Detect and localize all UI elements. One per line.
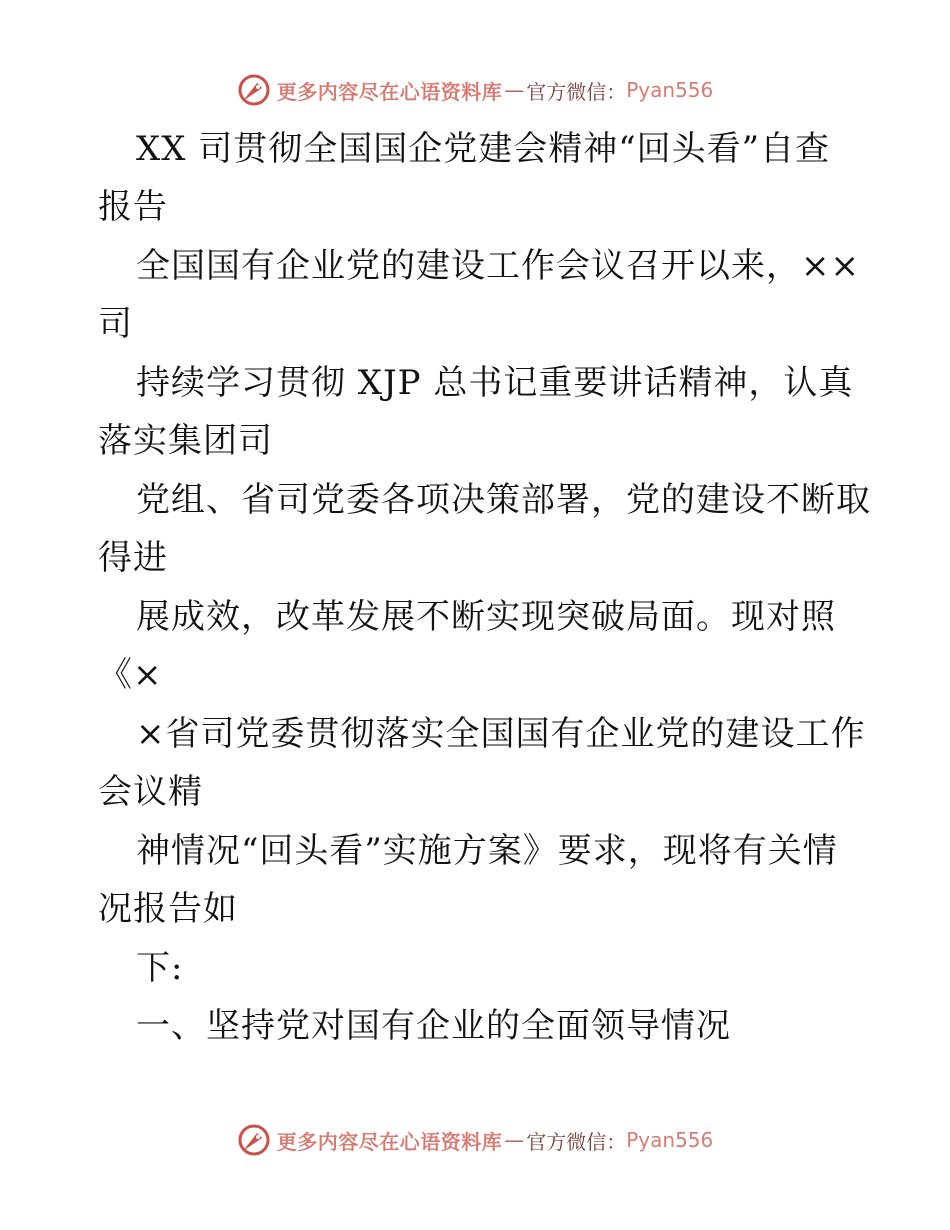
watermark-label: 官方微信：: [526, 79, 627, 104]
header-watermark: [0, 70, 950, 110]
paragraph-line: 落实集团司: [98, 421, 273, 461]
section-heading: 一、坚持党对国有企业的全面领导情况: [136, 1006, 731, 1046]
watermark-text: [277, 76, 714, 105]
paragraph-line: 持续学习贯彻 XJP 总书记重要讲话精神，认真: [136, 363, 854, 403]
paragraph-line: 下:: [136, 948, 184, 988]
paragraph-line: ×省司党委贯彻落实全国国有企业党的建设工作: [136, 714, 866, 754]
watermark-separator: —: [504, 78, 525, 102]
paragraph-line: 司: [98, 304, 133, 344]
paragraph-line: 全国国有企业党的建设工作会议召开以来，××: [136, 246, 860, 286]
paragraph-line: 会议精: [98, 772, 203, 812]
paragraph-line: 况报告如: [98, 889, 238, 929]
watermark-main-text: 更多内容尽在心语资料库: [276, 1129, 503, 1154]
watermark-wechat-id: Pyan556: [626, 78, 714, 102]
watermark-label: 官方微信：: [526, 1129, 627, 1154]
footer-watermark: [0, 1120, 950, 1160]
watermark-main-text: 更多内容尽在心语资料库: [276, 79, 503, 104]
watermark-wechat-id: Pyan556: [626, 1128, 714, 1152]
document-title-line-2: 报告: [98, 187, 168, 227]
watermark-text: [277, 1126, 714, 1155]
paragraph-line: 得进: [98, 538, 168, 578]
watermark-separator: —: [504, 1128, 525, 1152]
document-title-line-1: XX 司贯彻全国国企党建会精神“回头看”自查: [136, 129, 830, 169]
pen-nib-circle-icon: [237, 1123, 271, 1157]
paragraph-line: 党组、省司党委各项决策部署，党的建设不断取: [136, 480, 871, 520]
paragraph-line: 神情况“回头看”实施方案》要求，现将有关情: [136, 831, 838, 871]
paragraph-line: 展成效，改革发展不断实现突破局面。现对照: [136, 597, 836, 637]
pen-nib-circle-icon: [237, 73, 271, 107]
paragraph-line: 《×: [98, 655, 163, 695]
